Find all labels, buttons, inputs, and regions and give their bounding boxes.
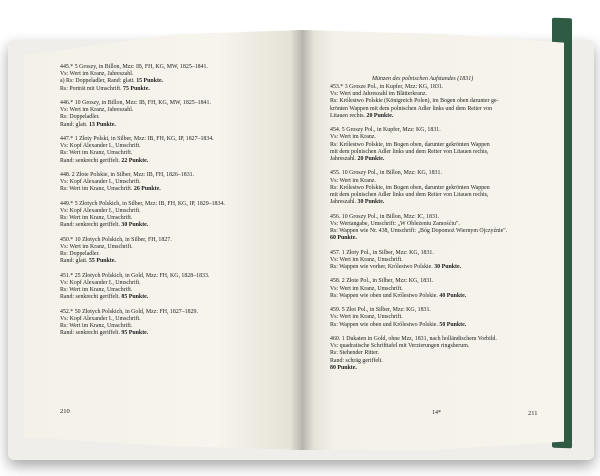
page-number-right: 211 bbox=[528, 410, 538, 417]
entry-line bbox=[330, 113, 542, 120]
page-number-left: 210 bbox=[60, 408, 70, 415]
entry-line bbox=[330, 199, 542, 206]
entry-text: Rand: senkrecht geriffelt. bbox=[60, 222, 120, 229]
entry-line: Vs: Wert im Kranz, Umschrift. bbox=[330, 314, 403, 321]
entry-line: Rs: Doppeladler. bbox=[60, 251, 100, 258]
entry-text: Rand: glatt. bbox=[60, 121, 88, 128]
entry-line: Rand: schräg geriffelt. bbox=[330, 357, 383, 364]
entry-line: Vs: Wert im Kranz, Jahreszahl. bbox=[60, 71, 134, 78]
entry-points: 30 Punkte. bbox=[357, 199, 385, 206]
catalog-entry bbox=[330, 170, 542, 206]
entry-line: Vs: quadratische Schrifttafel mit Verzierungen ringsherum. bbox=[330, 343, 470, 350]
entry-points: 30 Punkte. bbox=[121, 222, 149, 229]
entry-line bbox=[330, 235, 542, 242]
entry-line bbox=[330, 293, 542, 300]
entry-line: 460. 1 Dukaten in Gold, ohne Mzz, 1831, nach holländischem Vorbild. bbox=[330, 336, 497, 342]
entry-line: Rs: Wappen wie Nr. 438, Umschrift: „Bóg Dopomoż Wiernym Ojczyźnie". bbox=[330, 228, 508, 235]
entry-line bbox=[60, 158, 274, 165]
entry-text: Jahreszahl. bbox=[330, 199, 357, 206]
entry-line: 450.* 10 Złotych Polskich, in Silber, FH, 1827. bbox=[60, 236, 172, 243]
entry-points: 22 Punkte. bbox=[121, 157, 149, 164]
catalog-entry bbox=[60, 100, 274, 129]
entry-line: 449.* 5 Złotych Polskich, in Silber, Mzz: IB, FH, KG, IP, 1829–1834. bbox=[60, 200, 225, 207]
entry-line: Vs: Wertangabe, Umschrift: „W Obleżeniu Zamośćiu". bbox=[330, 220, 460, 227]
entry-line: 459. 5 Złot Pol., in Silber, Mzz: KG, 1831. bbox=[330, 307, 431, 314]
entry-points: 85 Punkte. bbox=[121, 294, 149, 301]
entry-line: Vs: Wert im Kranz. bbox=[330, 134, 376, 141]
entry-line: Rs: Królestwo Polskie (Königreich Polen), im Bogen oben darunter ge- bbox=[330, 98, 499, 105]
catalog-entry bbox=[60, 201, 274, 230]
entry-line: Rs: Stehender Ritter. bbox=[330, 350, 379, 357]
catalog-entry bbox=[330, 127, 542, 163]
entry-line: 457. 1 Złoty Pol., in Silber, Mzz: KG, 1831. bbox=[330, 249, 434, 256]
entry-line bbox=[60, 78, 274, 85]
entry-text: Rs: Wappen wie oben und Królestwo Polskie. bbox=[330, 292, 438, 299]
signature-mark: 14* bbox=[432, 410, 441, 416]
entry-line: mit dem polnischen Adler links und dem Reiter von Litauen rechts, bbox=[330, 192, 489, 199]
entry-line: krönten Wappen mit dem polnischen Adler links und dem Reiter von bbox=[330, 105, 493, 112]
entry-line: Rs: Doppeladler. bbox=[60, 114, 100, 121]
right-page-column bbox=[330, 84, 542, 379]
entry-points: 30 Punkte. bbox=[434, 264, 462, 271]
entry-points: 15 Punkte. bbox=[136, 78, 164, 85]
entry-line: 446.* 10 Groszy, in Billon, Mzz: IB, FH, KG, MW, 1825–1841. bbox=[60, 100, 211, 106]
entry-line: Vs: Wert im Kranz, Jahreszahl. bbox=[60, 107, 134, 114]
entry-line: Rs: Wert im Kranz, Umschrift. bbox=[60, 215, 133, 222]
entry-line: Vs: Kopf Alexander I., Umschrift. bbox=[60, 143, 141, 150]
entry-line: Rs: Wert im Kranz, Umschrift. bbox=[60, 323, 133, 330]
book-gutter bbox=[290, 30, 314, 450]
entry-line: Vs: Kopf Alexander I., Umschrift. bbox=[60, 179, 141, 186]
entry-text: a) Rs: Doppeladler, Rand: glatt. bbox=[60, 78, 135, 85]
entry-line: Rs: Wert im Kranz, Umschrift. bbox=[60, 287, 133, 294]
entry-line bbox=[330, 365, 542, 372]
catalog-entry bbox=[330, 278, 542, 300]
entry-points: 75 Punkte. bbox=[123, 85, 150, 92]
entry-text: Litauen rechts. bbox=[330, 112, 366, 119]
entry-line: 451.* 25 Złotych Polskich, in Gold, Mzz: FH, KG, 1828–1833. bbox=[60, 272, 210, 279]
entry-line bbox=[60, 122, 274, 129]
entry-points: 60 Punkte. bbox=[330, 235, 357, 242]
entry-text: Rs: Porträt mit Umschrift. bbox=[60, 85, 122, 92]
entry-text: Rand: senkrecht geriffelt. bbox=[60, 157, 120, 164]
entry-points: 80 Punkte. bbox=[330, 364, 357, 371]
entry-line: mit dem polnischen Adler links und dem Reiter von Litauen rechts, bbox=[330, 148, 489, 155]
entry-line: Vs: Kopf Alexander I., Umschrift. bbox=[60, 280, 141, 286]
catalog-entry bbox=[60, 136, 274, 165]
entry-line: 452.* 50 Złotych Polskich, in Gold, Mzz: FH, 1827–1829. bbox=[60, 308, 198, 315]
entry-points: 20 Punkte. bbox=[357, 156, 385, 163]
entry-line bbox=[60, 294, 274, 301]
entry-line: Vs: Wert im Kranz, Umschrift. bbox=[60, 244, 133, 250]
entry-text: Rs: Wappen wie oben und Królestwo Polskie. bbox=[330, 321, 438, 328]
entry-line bbox=[330, 156, 542, 163]
catalog-entry bbox=[60, 309, 274, 338]
entry-line: Rs: Królestwo Polskie, im Bogen oben, darunter gekrönten Wappen bbox=[330, 184, 490, 191]
catalog-entry bbox=[330, 214, 542, 243]
running-head: Münzen des polnischen Aufstandes (1831) bbox=[372, 76, 474, 82]
entry-line: 448. 2 Złote Polskie, in Silber, Mzz: IB, FH, 1826–1831. bbox=[60, 172, 195, 178]
entry-line bbox=[60, 330, 274, 337]
entry-line: 453.* 3 Grosze Pol., in Kupfer, Mzz: KG, 1831. bbox=[330, 84, 444, 90]
entry-line: Rs: Wert im Kranz, Umschrift. bbox=[60, 150, 133, 157]
catalog-entry bbox=[60, 64, 274, 93]
entry-text: Rand: senkrecht geriffelt. bbox=[60, 294, 120, 301]
entry-points: 26 Punkte. bbox=[133, 186, 161, 193]
entry-line: 458. 2 Złote Pol., in Silber, Mzz: KG, 1831. bbox=[330, 278, 434, 285]
left-page-column bbox=[60, 64, 274, 345]
entry-text: Jahreszahl. bbox=[330, 156, 357, 163]
catalog-entry bbox=[60, 172, 274, 194]
entry-text: Rand: senkrecht geriffelt. bbox=[60, 330, 120, 337]
entry-text: Rs: Wert im Kranz, Umschrift. bbox=[60, 186, 133, 193]
entry-line bbox=[330, 264, 542, 271]
entry-line: Vs: Wert im Kranz, Umschrift. bbox=[330, 285, 403, 292]
entry-line: 454. 5 Groszy Pol., in Kupfer, Mzz: KG, 1831. bbox=[330, 127, 441, 134]
entry-text: Rs: Wappen wie vorher, Królestwo Polskie. bbox=[330, 264, 433, 271]
entry-text: Rand: glatt. bbox=[60, 258, 88, 265]
catalog-entry bbox=[330, 336, 542, 372]
entry-points: 13 Punkte. bbox=[88, 121, 116, 128]
entry-line bbox=[330, 322, 542, 329]
entry-line: 447.* 1 Złoty Polski, in Silber, Mzz: IB, FH, KG, IP, 1827–1834. bbox=[60, 136, 214, 142]
entry-line: Vs: Kopf Alexander I., Umschrift. bbox=[60, 316, 141, 322]
entry-points: 50 Punkte. bbox=[439, 321, 467, 328]
entry-line bbox=[60, 186, 274, 193]
catalog-entry bbox=[330, 84, 542, 120]
entry-line bbox=[60, 86, 274, 93]
catalog-entry bbox=[60, 237, 274, 266]
entry-line: Vs: Kopf Alexander I., Umschrift. bbox=[60, 208, 141, 214]
entry-line: Rs: Królestwo Polskie, im Bogen oben, darunter gekrönten Wappen bbox=[330, 141, 490, 148]
entry-line bbox=[60, 222, 274, 229]
entry-line bbox=[60, 258, 274, 265]
entry-line: 455. 10 Groszy Pol., in Billon, Mzz: KG, 1831. bbox=[330, 170, 442, 177]
entry-line: Vs: Wert und Jahreszahl im Blätterkranz. bbox=[330, 91, 427, 98]
entry-points: 20 Punkte. bbox=[366, 112, 394, 119]
catalog-entry bbox=[60, 273, 274, 302]
entry-points: 40 Punkte. bbox=[439, 292, 467, 299]
catalog-entry bbox=[330, 307, 542, 329]
entry-line: 456. 10 Groszy Pol., in Billon, Mzz: IC, 1831. bbox=[330, 213, 440, 220]
entry-line: Vs: Wert im Kranz. bbox=[330, 177, 376, 184]
entry-points: 55 Punkte. bbox=[88, 258, 116, 265]
catalog-entry bbox=[330, 250, 542, 272]
entry-line: Vs: Wert im Kranz, Umschrift. bbox=[330, 256, 403, 263]
entry-points: 95 Punkte. bbox=[121, 330, 149, 337]
entry-line: 445.* 5 Groszy, in Billon, Mzz: IB, FH, KG, MW, 1825–1841. bbox=[60, 64, 208, 70]
